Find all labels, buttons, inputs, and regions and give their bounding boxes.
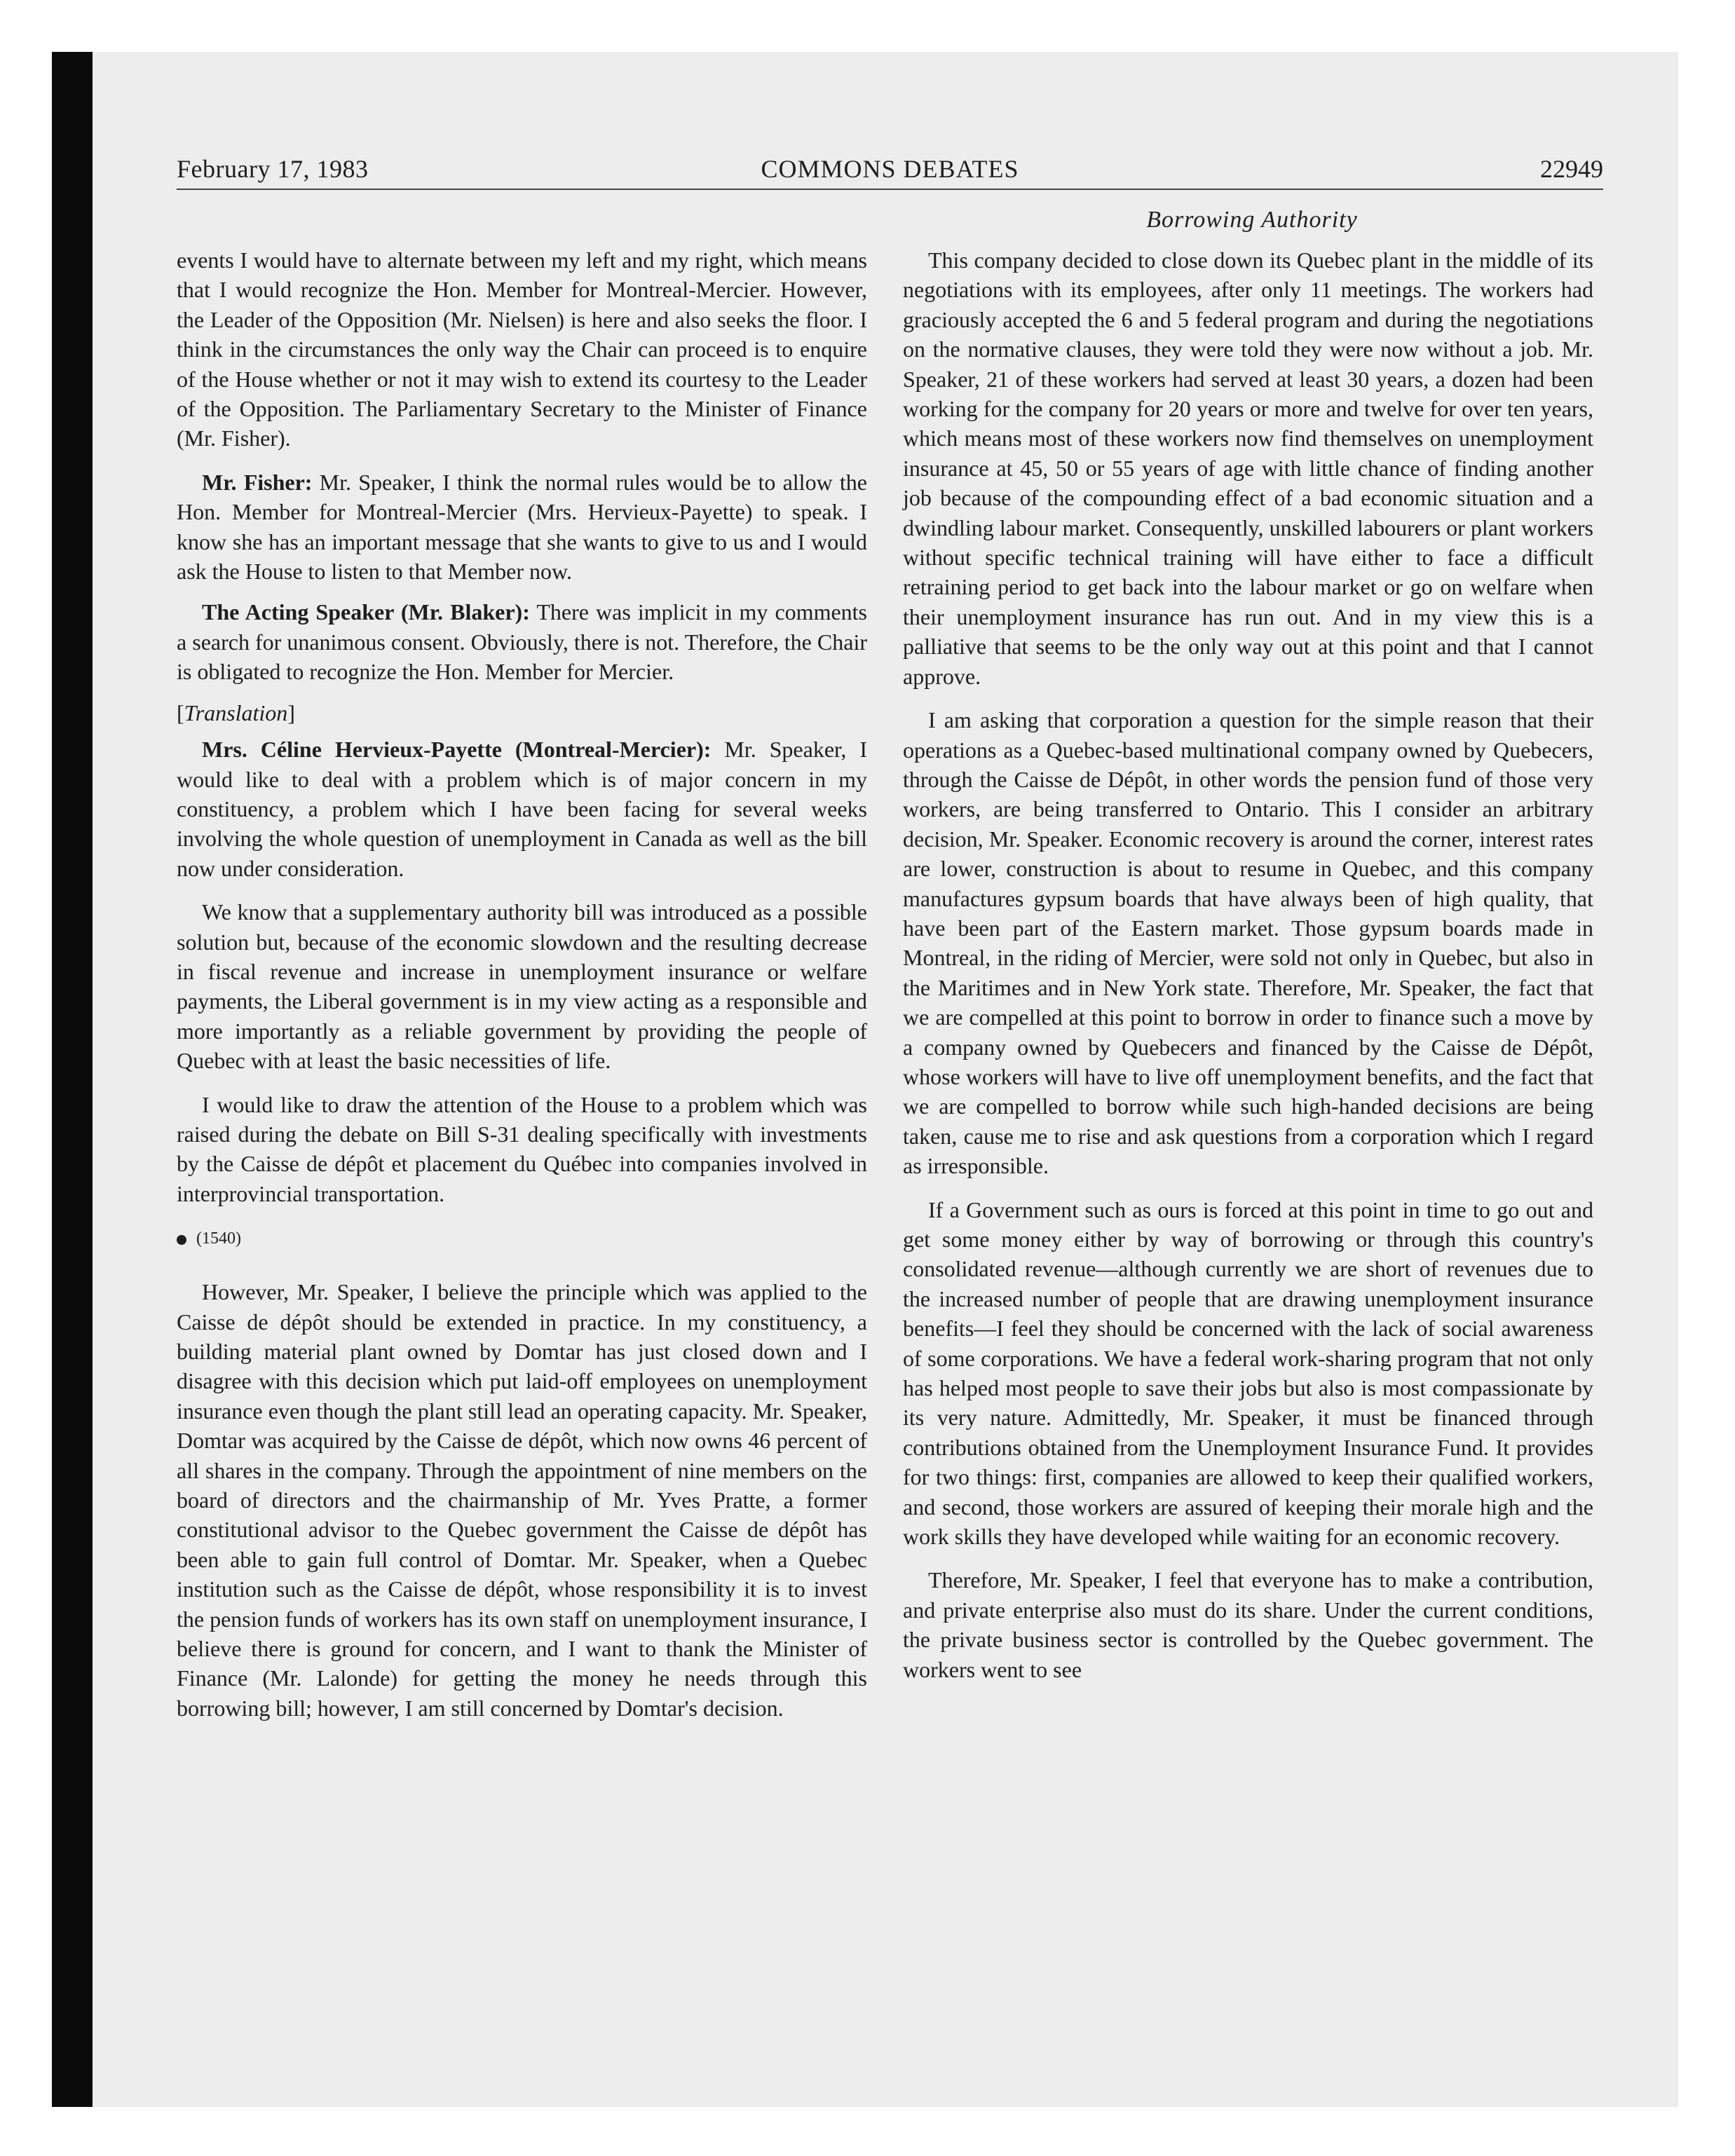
scan-edge-bar <box>52 52 93 2107</box>
header-title: COMMONS DEBATES <box>761 155 1019 183</box>
paragraph: However, Mr. Speaker, I believe the principle which was applied to the Caisse de dépôt should be extended in practice. In my constituency, a building material plant owned by Domtar has just closed down and I disagree with this decision which put laid-off employees on unemployment insurance even though the plant still lead an operating capacity. Mr. Speaker, Domtar was acquired by the Caisse de dépôt, which now owns 46 percent of all shares in the company. Through the appointment of nine members on the board of directors and the chairmanship of Mr. Yves Pratte, a former constitutional advisor to the Quebec government the Caisse de dépôt has been able to gain full control of Domtar. Mr. Speaker, when a Quebec institution such as the Caisse de dépôt, whose responsibility it is to invest the pension funds of workers has its own staff on unemployment insurance, I believe there is ground for concern, and I want to thank the Minister of Finance (Mr. Lalonde) for getting the money he needs through this borrowing bill; however, I am still concerned by Domtar's decision. <box>177 1279 867 1721</box>
header-date: February 17, 1983 <box>177 155 369 183</box>
speech-text: Mr. Speaker, I would like to deal with a problem which is of major concern in my constituency, a problem which I have been facing for several weeks involving the whole question of unemployment in Canada as well as the bill now under consideration. <box>177 737 867 881</box>
paragraph: I would like to draw the attention of the House to a problem which was raised during the debate on Bill S-31 dealing specifically with investments by the Caisse de dépôt et placement du Québec into companies involved in interprovincial transportation. <box>177 1091 867 1206</box>
paragraph: I am asking that corporation a question for the simple reason that their operations as a Quebec-based multinational company owned by Quebecers, through the Caisse de Dépôt, in other words the pension fund of those very workers, are being transferred to Ontario. This I consider an arbitrary decision, Mr. Speaker. Economic recovery is around the corner, interest rates are lower, construction is about to resume in Quebec, and this company manufactures gypsum boards that have always been of high quality, that have been part of the Eastern market. Those gypsum boards made in Montreal, in the riding of Mercier, were sold not only in Quebec, but also in the Maritimes and in New York state. Therefore, Mr. Speaker, the fact that we are compelled at this point to borrow in order to finance such a move by a company owned by Quebecers and financed by the Caisse de Dépôt, whose workers will have to live off unemployment benefits, and the fact that we are compelled to borrow while such high-handed decisions are being taken, cause me to rise and ask questions from a corporation which I regard as irresponsible. <box>903 707 1593 1179</box>
paragraph: events I would have to alternate between my left and my right, which means that I would recognize the Hon. Member for Montreal-Mercier. However, the Leader of the Opposition (Mr. Nielsen) is here and also seeks the floor. I think in the circumstances the only way the Chair can proceed is to enquire of the House whether or not it may wish to extend its courtesy to the Leader of the Opposition. The Parliamentary Secretary to the Minister of Finance (Mr. Fisher). <box>177 247 867 451</box>
page-number: 22949 <box>1540 155 1603 183</box>
paragraph: We know that a supplementary authority bill was introduced as a possible solution but, because of the economic slowdown and the resulting decrease in fiscal revenue and increase in unemployment insurance or welfare payments, the Liberal government is in my view acting as a responsible and more importantly as a reliable government by providing the people of Quebec with at least the basic necessities of life. <box>177 899 867 1074</box>
time-marker <box>177 1228 867 1249</box>
section-title: Borrowing Authority <box>1146 207 1358 233</box>
right-column <box>903 245 1593 1698</box>
speech-hervieux-payette <box>177 735 867 883</box>
speech-text: Mr. Speaker, I think the normal rules would be to allow the Hon. Member for Montreal-Mercier (Mrs. Hervieux-Payette) to speak. I know she has an important message that she wants to give to us and I would ask the House to listen to that Member now. <box>177 469 868 585</box>
time-marker-text: (1540) <box>196 1229 241 1248</box>
speech-fisher <box>177 468 867 587</box>
paragraph: This company decided to close down its Quebec plant in the middle of its negotiations with its employees, after only 11 meetings. The workers had graciously accepted the 6 and 5 federal program and during the negotiations on the normative clauses, they were told they were now without a job. Mr. Speaker, 21 of these workers had served at least 30 years, a dozen had been working for the company for 20 years or more and twelve for over ten years, which means most of these workers now find themselves on unemployment insurance at 45, 50 or 55 years of age with little chance of finding another job because of the compounding effect of a bad economic situation and a dwindling labour market. Consequently, unskilled labourers or plant workers without specific technical training will have either to face a difficult retraining period to get back into the labour market or go on welfare when their unemployment insurance has run out. And in my view this is a palliative that seems to be the only way out at this point and that I cannot approve. <box>903 247 1593 689</box>
speaker-name: The Acting Speaker (Mr. Blaker): <box>202 599 530 625</box>
paragraph: If a Government such as ours is forced at this point in time to go out and get some money either by way of borrowing or through this country's consolidated revenue—although currently we are short of revenues due to the increased number of people that are drawing unemployment insurance benefits—I feel they should be concerned with the lack of social awareness of some corporations. We have a federal work-sharing program that not only has helped most people to save their jobs but also is most compassionate by its very nature. Admittedly, Mr. Speaker, it must be financed through contributions obtained from the Unemployment Insurance Fund. It provides for two things: first, companies are allowed to keep their qualified workers, and second, those workers are assured of keeping their morale high and the work skills they have developed while waiting for an economic recovery. <box>903 1196 1593 1550</box>
speech-text: There was implicit in my comments a search for unanimous consent. Obviously, there is not. Therefore, the Chair is obligated to recognize the Hon. Member for Mercier. <box>177 599 868 685</box>
bullet-icon <box>177 1235 186 1245</box>
left-column <box>177 245 867 1737</box>
page-header <box>177 153 1603 190</box>
speaker-name: Mrs. Céline Hervieux-Payette (Montreal-Mercier): <box>202 737 712 763</box>
speech-acting-speaker <box>177 597 867 686</box>
translation-note: [Translation] <box>177 700 295 725</box>
speaker-name: Mr. Fisher: <box>202 469 313 495</box>
paragraph: Therefore, Mr. Speaker, I feel that everyone has to make a contribution, and private enterprise also must do its share. Under the current conditions, the private business sector is controlled by the Quebec government. The workers went to see <box>903 1567 1593 1682</box>
